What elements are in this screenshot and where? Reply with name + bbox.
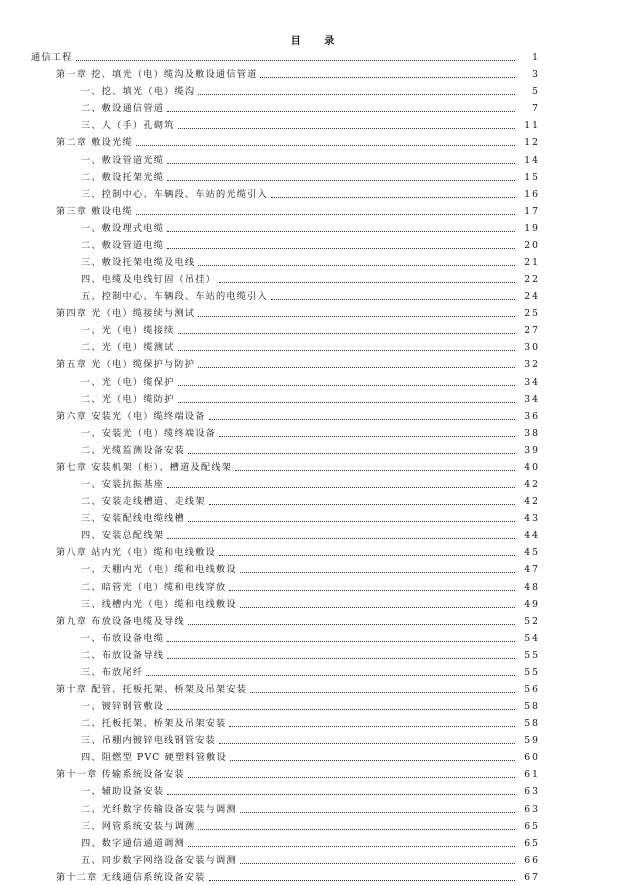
- toc-section-entry[interactable]: [0, 697, 635, 714]
- toc-page-number: 16: [524, 188, 540, 200]
- toc-entry-label: 一、安装光（电）缆终端设备: [81, 427, 217, 439]
- toc-entry-label: 一、安装抗振基座: [81, 479, 165, 491]
- toc-entry-label: 一、布放设备电缆: [81, 632, 165, 644]
- dot-leader: [167, 247, 515, 249]
- dot-leader: [188, 776, 515, 778]
- toc-section-entry[interactable]: [0, 526, 635, 543]
- toc-page-number: 24: [524, 291, 540, 303]
- toc-entry-label: 一、光（电）缆保护: [81, 376, 175, 388]
- toc-chapter-entry[interactable]: [0, 458, 635, 475]
- toc-page-number: 65: [524, 837, 540, 849]
- toc-entry-label: 三、敷设托架电缆及电线: [81, 257, 196, 269]
- toc-page-number: 38: [524, 427, 540, 439]
- toc-entry-label: 第十二章 无线通信系统设备安装: [56, 871, 206, 883]
- dot-leader: [260, 76, 515, 78]
- toc-entry-label: 三、控制中心、车辆段、车站的光缆引入: [81, 188, 268, 200]
- toc-entry-label: 三、安装配线电缆线槽: [81, 513, 185, 525]
- toc-page-number: 47: [524, 564, 540, 576]
- toc-page-number: 20: [524, 239, 540, 251]
- toc-page-number: 12: [524, 137, 540, 149]
- dot-leader: [167, 486, 515, 488]
- toc-section-entry[interactable]: [0, 646, 635, 663]
- toc-section-entry[interactable]: [0, 424, 635, 441]
- toc-entry-label: 三、人（手）孔砌筑: [81, 120, 175, 132]
- toc-chapter-entry[interactable]: [0, 612, 635, 629]
- toc-page-number: 60: [524, 752, 540, 764]
- dot-leader: [167, 657, 515, 659]
- toc-section-entry[interactable]: [0, 731, 635, 748]
- toc-page-number: 30: [524, 342, 540, 354]
- toc-section-entry[interactable]: [0, 372, 635, 389]
- toc-entry-label: 二、光（电）缆防护: [81, 393, 175, 405]
- toc-chapter-entry[interactable]: [0, 680, 635, 697]
- dot-leader: [235, 469, 515, 471]
- toc-entry-label: 第十一章 传输系统设备安装: [56, 769, 185, 781]
- toc-entry-label: 四、数字通信通道调测: [81, 837, 185, 849]
- toc-entry-label: 二、敷设通信管道: [81, 103, 165, 115]
- toc-page-number: 14: [524, 154, 540, 166]
- toc-section-entry[interactable]: [0, 168, 635, 185]
- toc-section-entry[interactable]: [0, 663, 635, 680]
- dot-leader: [167, 230, 515, 232]
- toc-section-entry[interactable]: [0, 595, 635, 612]
- toc-section-entry[interactable]: [0, 253, 635, 270]
- toc-page-number: 55: [524, 666, 540, 678]
- toc-page-number: 1: [532, 52, 540, 64]
- dot-leader: [178, 401, 516, 403]
- toc-page-number: 54: [524, 632, 540, 644]
- toc-entry-label: 四、阻燃型 PVC 硬塑料管敷设: [81, 752, 227, 764]
- toc-entry-label: 二、光（电）缆测试: [81, 342, 175, 354]
- toc-entry-label: 四、安装总配线架: [81, 530, 165, 542]
- dot-leader: [219, 281, 515, 283]
- toc-page-number: 56: [524, 683, 540, 695]
- toc-page-number: 42: [524, 496, 540, 508]
- toc-page-number: 48: [524, 581, 540, 593]
- toc-entry-label: 第二章 敷设光缆: [56, 137, 133, 149]
- toc-section-entry[interactable]: [0, 509, 635, 526]
- toc-chapter-entry[interactable]: [0, 543, 635, 560]
- toc-page-number: 15: [524, 171, 540, 183]
- toc-section-entry[interactable]: [0, 492, 635, 509]
- toc-entry-label: 二、敷设管道电缆: [81, 239, 165, 251]
- toc-entry-label: 第十章 配管、托板托架、桥架及吊架安装: [56, 683, 248, 695]
- toc-chapter-entry[interactable]: [0, 407, 635, 424]
- dot-leader: [198, 315, 515, 317]
- toc-page-number: 63: [524, 786, 540, 798]
- toc-entry-label: 三、吊棚内镀锌电线钢管安装: [81, 735, 217, 747]
- toc-entry-label: 第一章 挖、填光（电）缆沟及敷设通信管道: [56, 69, 258, 81]
- toc-page-number: 61: [524, 769, 540, 781]
- toc-chapter-entry[interactable]: [0, 65, 635, 82]
- toc-page-number: 43: [524, 513, 540, 525]
- toc-section-entry[interactable]: [0, 475, 635, 492]
- toc-page-number: 63: [524, 803, 540, 815]
- dot-leader: [229, 725, 515, 727]
- toc-entry-label: 第七章 安装机架（柜）、槽道及配线架: [56, 461, 233, 473]
- toc-section-entry[interactable]: [0, 99, 635, 116]
- toc-chapter-entry[interactable]: [0, 765, 635, 782]
- toc-section-entry[interactable]: [0, 321, 635, 338]
- dot-leader: [167, 110, 515, 112]
- toc-page-number: 34: [524, 393, 540, 405]
- toc-entry-label: 一、辅助设备安装: [81, 786, 165, 798]
- dot-leader: [188, 623, 515, 625]
- toc-entry-label: 第四章 光（电）缆接续与测试: [56, 308, 196, 320]
- dot-leader: [209, 879, 515, 881]
- toc-entry-label: 三、线槽内光（电）缆和电线敷设: [81, 598, 237, 610]
- toc-entry-label: 二、光纤数字传输设备安装与调测: [81, 803, 237, 815]
- toc-page-number: 52: [524, 615, 540, 627]
- toc-page-number: 34: [524, 376, 540, 388]
- toc-entry-label: 第三章 敷设电缆: [56, 205, 133, 217]
- dot-leader: [240, 811, 515, 813]
- toc-entry-label: 一、天棚内光（电）缆和电线敷设: [81, 564, 237, 576]
- toc-entry-label: 二、敷设托架光缆: [81, 171, 165, 183]
- dot-leader: [188, 845, 515, 847]
- toc-page-number: 7: [532, 103, 540, 115]
- toc-section-entry[interactable]: [0, 817, 635, 834]
- dot-leader: [178, 349, 516, 351]
- toc-section-entry[interactable]: [0, 714, 635, 731]
- toc-section-entry[interactable]: [0, 441, 635, 458]
- dot-leader: [178, 332, 516, 334]
- toc-page-number: 42: [524, 479, 540, 491]
- toc-section-entry[interactable]: [0, 219, 635, 236]
- toc-page-number: 21: [524, 257, 540, 269]
- toc-page-number: 67: [524, 871, 540, 883]
- toc-section-entry[interactable]: [0, 116, 635, 133]
- toc-entry-label: 一、镀锌钢管敷设: [81, 701, 165, 713]
- toc-section-entry[interactable]: [0, 236, 635, 253]
- dot-leader: [240, 571, 515, 573]
- dot-leader: [209, 418, 515, 420]
- dot-leader: [167, 537, 515, 539]
- toc-entry-label: 第五章 光（电）缆保护与防护: [56, 359, 196, 371]
- toc-page-number: 45: [524, 547, 540, 559]
- dot-leader: [198, 93, 515, 95]
- toc-chapter-entry[interactable]: [0, 304, 635, 321]
- toc-page-number: 27: [524, 325, 540, 337]
- toc-page-number: 59: [524, 735, 540, 747]
- toc-entry-label: 五、控制中心、车辆段、车站的电缆引入: [81, 291, 268, 303]
- dot-leader: [250, 691, 515, 693]
- toc-page-number: 55: [524, 649, 540, 661]
- toc-section-entry[interactable]: [0, 748, 635, 765]
- toc-page-number: 66: [524, 854, 540, 866]
- dot-leader: [271, 298, 515, 300]
- toc-section-entry[interactable]: [0, 338, 635, 355]
- toc-entry-label: 五、同步数字网络设备安装与调测: [81, 854, 237, 866]
- dot-leader: [136, 144, 515, 146]
- toc-page-number: 58: [524, 701, 540, 713]
- toc-page-number: 25: [524, 308, 540, 320]
- toc-page-number: 36: [524, 410, 540, 422]
- toc-entry-label: 二、暗管光（电）缆和电线穿放: [81, 581, 227, 593]
- toc-page-number: 65: [524, 820, 540, 832]
- dot-leader: [167, 179, 515, 181]
- toc-section-entry[interactable]: [0, 577, 635, 594]
- dot-leader: [209, 503, 515, 505]
- dot-leader: [188, 520, 515, 522]
- dot-leader: [167, 162, 515, 164]
- dot-leader: [271, 196, 515, 198]
- toc-entry-label: 一、敷设管道光缆: [81, 154, 165, 166]
- dot-leader: [198, 366, 515, 368]
- table-of-contents: [0, 48, 635, 885]
- toc-entry-label: 三、布放尾纤: [81, 666, 144, 678]
- dot-leader: [240, 606, 515, 608]
- toc-section-entry[interactable]: [0, 82, 635, 99]
- dot-leader: [178, 127, 516, 129]
- toc-page-number: 32: [524, 359, 540, 371]
- dot-leader: [167, 793, 515, 795]
- toc-entry-label: 四、电缆及电线钉固（吊挂）: [81, 274, 217, 286]
- toc-chapter-entry[interactable]: [0, 133, 635, 150]
- toc-section-entry[interactable]: [0, 185, 635, 202]
- toc-entry-label: 一、光（电）缆接续: [81, 325, 175, 337]
- toc-section-entry[interactable]: [0, 834, 635, 851]
- toc-entry-label: 一、挖、填光（电）缆沟: [81, 86, 196, 98]
- toc-entry-label: 通信工程: [31, 52, 73, 64]
- toc-entry-label: 第八章 站内光（电）缆和电线敷设: [56, 547, 216, 559]
- toc-page-number: 5: [532, 86, 540, 98]
- toc-page-number: 22: [524, 274, 540, 286]
- toc-page-number: 49: [524, 598, 540, 610]
- toc-section-entry[interactable]: [0, 629, 635, 646]
- dot-leader: [188, 452, 515, 454]
- toc-entry-label: 第六章 安装光（电）缆终端设备: [56, 410, 206, 422]
- toc-section-entry[interactable]: [0, 799, 635, 816]
- toc-chapter-entry[interactable]: [0, 202, 635, 219]
- toc-section-entry[interactable]: [0, 782, 635, 799]
- dot-leader: [178, 384, 516, 386]
- dot-leader: [167, 708, 515, 710]
- toc-page-number: 40: [524, 461, 540, 473]
- toc-entry-label: 三、网管系统安装与调测: [81, 820, 196, 832]
- toc-chapter-entry[interactable]: [0, 355, 635, 372]
- toc-section-entry[interactable]: [0, 270, 635, 287]
- toc-chapter-entry[interactable]: [0, 868, 635, 885]
- dot-leader: [136, 213, 515, 215]
- toc-page-number: 11: [524, 120, 540, 132]
- toc-entry-label: 一、敷设埋式电缆: [81, 222, 165, 234]
- toc-section-entry[interactable]: [0, 560, 635, 577]
- dot-leader: [167, 640, 515, 642]
- toc-entry-label: 二、布放设备导线: [81, 649, 165, 661]
- toc-page-number: 58: [524, 718, 540, 730]
- toc-section-entry[interactable]: [0, 390, 635, 407]
- dot-leader: [146, 674, 515, 676]
- dot-leader: [229, 589, 515, 591]
- toc-page-number: 44: [524, 530, 540, 542]
- dot-leader: [219, 742, 515, 744]
- dot-leader: [219, 554, 515, 556]
- toc-section-entry[interactable]: [0, 287, 635, 304]
- toc-entry-label: 二、安装走线槽道、走线架: [81, 496, 206, 508]
- dot-leader: [230, 759, 515, 761]
- dot-leader: [76, 59, 515, 61]
- dot-leader: [198, 264, 515, 266]
- toc-page-number: 39: [524, 444, 540, 456]
- toc-section-entry[interactable]: [0, 150, 635, 167]
- toc-entry-label: 第九章 布放设备电缆及导线: [56, 615, 185, 627]
- dot-leader: [198, 828, 515, 830]
- toc-page-number: 19: [524, 222, 540, 234]
- dot-leader: [219, 435, 515, 437]
- toc-title: 目 录: [290, 36, 345, 47]
- toc-part-entry[interactable]: [0, 48, 635, 65]
- toc-page-number: 17: [524, 205, 540, 217]
- toc-page-number: 3: [532, 69, 540, 81]
- toc-section-entry[interactable]: [0, 851, 635, 868]
- toc-entry-label: 二、光缆监测设备安装: [81, 444, 185, 456]
- toc-entry-label: 二、托板托架、桥架及吊架安装: [81, 718, 227, 730]
